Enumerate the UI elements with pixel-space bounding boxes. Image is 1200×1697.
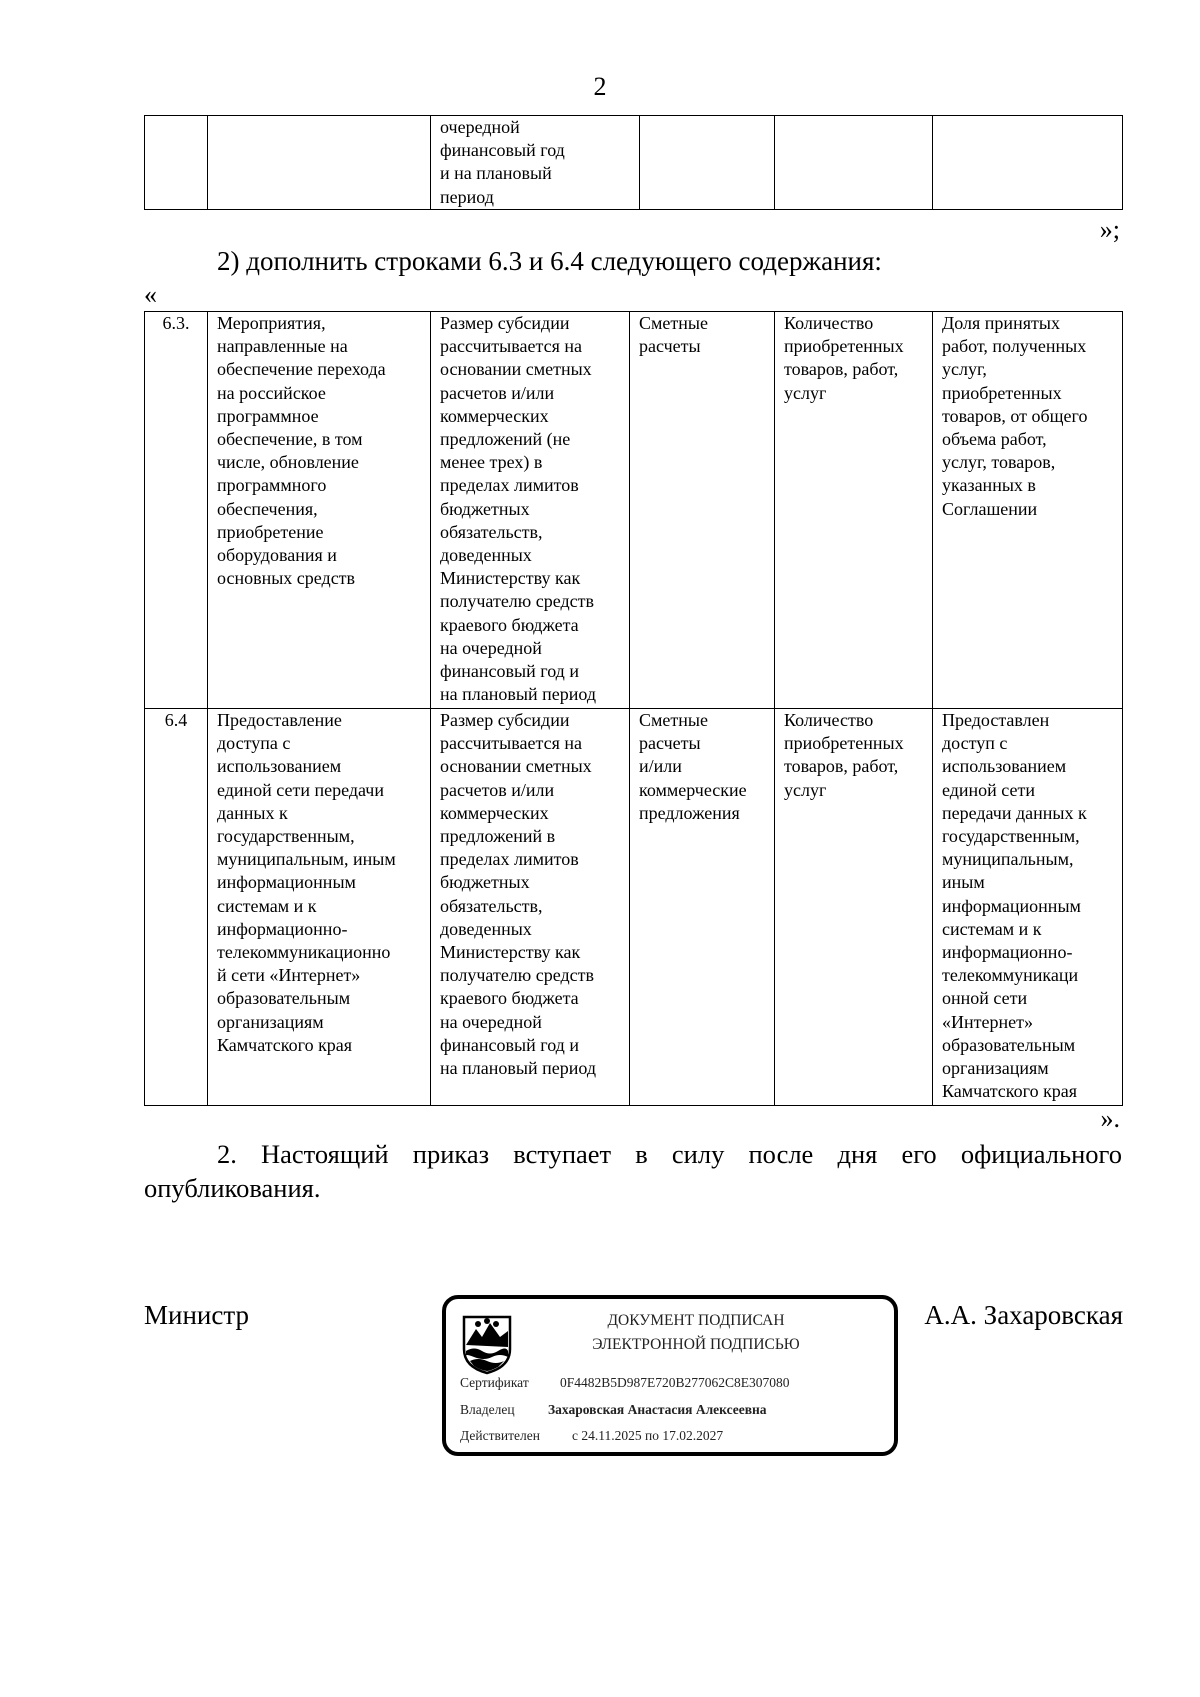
source-cell: Сметные расчеты и/или коммерческие предложения [630,709,775,1106]
table-row [145,116,1123,210]
stamp-heading: ЭЛЕКТРОННОЙ ПОДПИСЬЮ [592,1336,800,1353]
indicator-cell: Количество приобретенных товаров, работ, услуг [775,312,933,709]
table-row [145,709,1123,1106]
source-cell: Сметные расчеты [630,312,775,709]
signatory-name: А.А. Захаровская [924,1300,1123,1330]
row-number: 6.4 [145,709,208,1106]
stamp-owner [460,1402,767,1418]
row-number: 6.3. [145,312,208,709]
table-cell: очередной финансовый год и на плановый период [431,116,640,210]
amendment-table [144,311,1123,1106]
event-cell: Мероприятия, направленные на обеспечение перехода на российское программное обеспечение, в том числе, обновление программного обеспечения, приобретение оборудования и основных средств [208,312,431,709]
table-cell [775,116,933,210]
stamp-valid-value: с 24.11.2025 по 17.02.2027 [572,1428,724,1443]
page-number: 2 [593,72,607,101]
table-cell [145,116,208,210]
stamp-validity [460,1428,723,1444]
table-row [145,312,1123,709]
top-table-fragment [144,115,1123,210]
signatory-title: Министр [144,1300,249,1330]
stamp-cert-label: Сертификат [460,1375,529,1390]
method-cell: Размер субсидии рассчитывается на основании сметных расчетов и/или коммерческих предложений (не менее трех) в пределах лимитов бюджетных обязательств, доведенных Министерству как получателю средств краевого бюджета на очередной финансовый год и на плановый период [431,312,630,709]
method-cell: Размер субсидии рассчитывается на основании сметных расчетов и/или коммерческих предложений в пределах лимитов бюджетных обязательств, доведенных Министерству как получателю средств краевого бюджета на очередной финансовый год и на плановый период [431,709,630,1106]
table-cell [933,116,1123,210]
event-cell: Предоставление доступа с использованием единой сети передачи данных к государственным, муниципальным, иным информационным системам и к информационно- телекоммуникационно й сети «Интернет» образовательным организациям Камчатского края [208,709,431,1106]
table-cell [640,116,775,210]
stamp-valid-label: Действителен [460,1428,540,1443]
stamp-heading: ДОКУМЕНТ ПОДПИСАН [607,1312,785,1329]
paragraph-effective-date: 2. Настоящий приказ вступает в силу после дня его официального опубликования. [144,1139,1122,1203]
stamp-owner-value: Захаровская Анастасия Алексеевна [548,1402,767,1417]
table-cell [208,116,431,210]
kamchatka-coat-of-arms-icon [460,1311,514,1375]
opening-quote: « [144,280,157,309]
stamp-cert-value: 0F4482B5D987E720B277062C8E307080 [560,1375,790,1390]
closing-quote: »; [1099,215,1120,244]
result-cell: Доля принятых работ, полученных услуг, приобретенных товаров, от общего объема работ, услуг, товаров, указанных в Соглашении [933,312,1123,709]
stamp-certificate [460,1375,790,1391]
closing-quote: ». [1100,1104,1120,1133]
electronic-signature-stamp [442,1295,898,1456]
stamp-owner-label: Владелец [460,1402,515,1417]
result-cell: Предоставлен доступ с использованием единой сети передачи данных к государственным, муниципальным, иным информационным системам и к информационно- телекоммуникаци онной сети «Интернет» образовательным организациям Камчатского края [933,709,1123,1106]
amendment-lead-text: 2) дополнить строками 6.3 и 6.4 следующего содержания: [217,246,882,276]
indicator-cell: Количество приобретенных товаров, работ, услуг [775,709,933,1106]
